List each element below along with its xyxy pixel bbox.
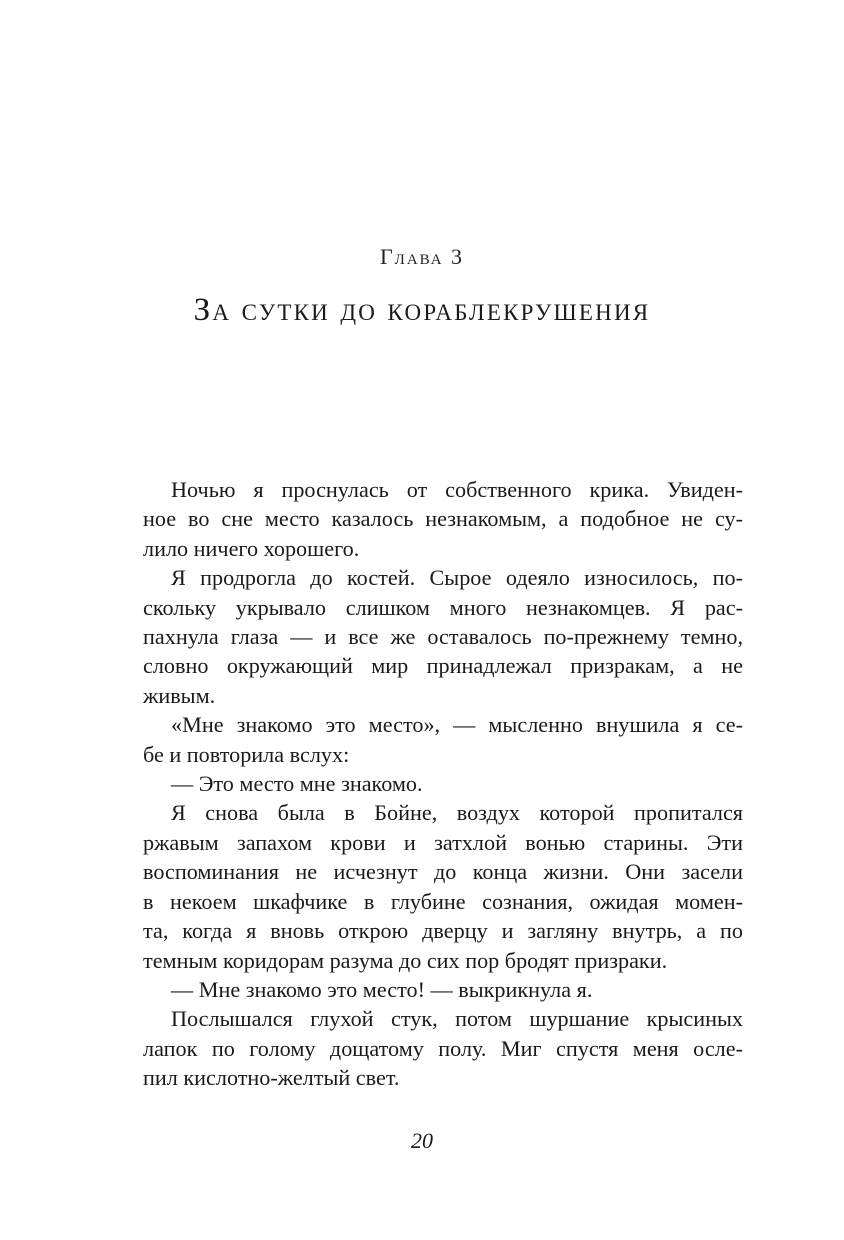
paragraph-4 — [143, 769, 743, 798]
text-line: темным коридорам разума до сих пор бродят призраки. — [143, 947, 668, 973]
text-line: в некоем шкафчике в глубине сознания, ожидая момен- — [143, 888, 743, 914]
text-line: воспоминания не исчезнут до конца жизни. Они засели — [143, 859, 743, 885]
text-line: лапок по голому дощатому полу. Миг спустя меня осле- — [143, 1035, 743, 1061]
paragraph-7 — [143, 1004, 743, 1092]
paragraph-3 — [143, 710, 743, 769]
text-line: ное во сне место казалось незнакомым, а подобное не су- — [143, 506, 743, 532]
paragraph-6 — [143, 975, 743, 1004]
chapter-label: Глава 3 — [379, 244, 465, 269]
text-line: Я снова была в Бойне, воздух которой пропитался — [171, 800, 743, 826]
text-line: пил кислотно-желтый свет. — [143, 1065, 400, 1091]
text-line: ржавым запахом крови и затхлой вонью старины. Эти — [143, 829, 743, 855]
text-line: Я продрогла до костей. Сырое одеяло износилось, по- — [171, 565, 743, 591]
text-line: бе и повторила вслух: — [143, 741, 350, 767]
text-line: та, когда я вновь открою дверцу и загляну внутрь, а по — [143, 918, 743, 944]
text-line: Послышался глухой стук, потом шуршание крысиных — [171, 1006, 743, 1032]
paragraph-1 — [143, 475, 743, 563]
body-text — [143, 475, 743, 1093]
text-line: Ночью я проснулась от собственного крика. Увиден- — [171, 477, 743, 502]
text-line: словно окружающий мир принадлежал призракам, а не — [143, 653, 743, 679]
text-line: лило ничего хорошего. — [143, 535, 360, 561]
text-line: скольку укрывало слишком много незнакомцев. Я рас- — [143, 594, 743, 620]
paragraph-2 — [143, 563, 743, 710]
chapter-title: За сутки до кораблекрушения — [193, 292, 651, 328]
paragraph-5 — [143, 798, 743, 974]
text-line: — Мне знакомо это место! — выкрикнула я. — [171, 976, 593, 1002]
text-line: живым. — [143, 682, 216, 708]
text-line: — Это место мне знакомо. — [171, 771, 423, 797]
text-line: «Мне знакомо это место», — мысленно внушила я се- — [171, 712, 743, 738]
page-number: 20 — [411, 1128, 433, 1153]
text-line: пахнула глаза — и все же оставалось по-прежнему темно, — [143, 624, 743, 650]
